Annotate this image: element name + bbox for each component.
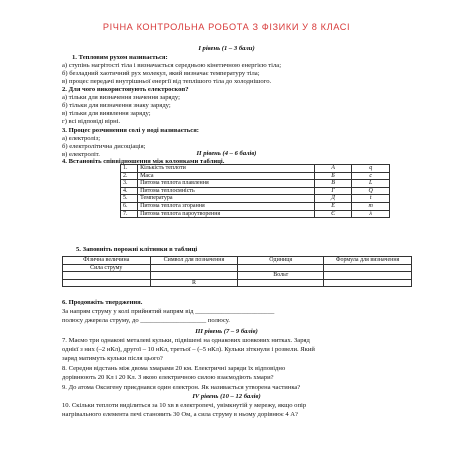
q3-option-a: а) електроліз; <box>62 135 101 142</box>
row-number: 7. <box>121 210 138 218</box>
quantity-name: Маса <box>138 172 315 180</box>
symbol-cell: c <box>352 172 390 180</box>
symbol-cell: Q <box>352 187 390 195</box>
q1-option-a: а) ступінь нагрітості тіла і визначається середньою кінетичною енергією тіла; <box>62 62 282 69</box>
question-4: 4. Встановіть співвідношення між колонками таблиці. <box>62 158 225 165</box>
quantity-name: Кількість теплоти <box>138 165 315 173</box>
level3-heading: ІІІ рівень (7 – 9 балів) <box>195 328 258 335</box>
quantity-name: Питома теплоємність <box>138 187 315 195</box>
table-cell <box>63 279 151 287</box>
q7-line-1: 7. Маємо три однакові металеві кульки, підвішені на однакових шовкових нитках. Заряд <box>62 337 310 344</box>
table-cell <box>238 279 324 287</box>
column-header: Одиниця <box>238 257 324 265</box>
column-header: Формула для визначення <box>324 257 412 265</box>
table-cell <box>150 264 238 272</box>
table-cell <box>324 264 412 272</box>
table-cell <box>324 272 412 280</box>
letter-cell: Г <box>314 187 352 195</box>
row-number: 5. <box>121 195 138 203</box>
column-header: Фізична величина <box>63 257 151 265</box>
table-header-row <box>63 257 412 265</box>
letter-cell: В <box>314 180 352 188</box>
table-cell: Сила струму <box>63 264 151 272</box>
q1-option-c: в) процес передачі внутрішньої енергії від теплішого тіла до холоднішого. <box>62 78 272 85</box>
column-header: Символ для позначення <box>150 257 238 265</box>
question-3: 3. Процес розчинення солі у воді називається: <box>62 127 199 134</box>
row-number: 6. <box>121 202 138 210</box>
q6-line-1: За напрям струму у колі прийнятий напрям від ________________________ <box>62 308 275 315</box>
letter-cell: Д <box>314 195 352 203</box>
table-row <box>121 187 390 195</box>
row-number: 1. <box>121 165 138 173</box>
worksheet-title: РІЧНА КОНТРОЛЬНА РОБОТА З ФІЗИКИ У 8 КЛАСІ <box>102 22 351 32</box>
question-9: 9. До атома Оксигену приєднався один електрон. Як називається утворена частинка? <box>62 384 301 391</box>
question-2: 2. Для чого використовують електроскоп? <box>62 86 189 93</box>
q8-line-1: 8. Середня відстань між двома хмарами 20 км. Електричні заряди їх відповідно <box>62 365 286 372</box>
q2-option-b: б) тільки для визначення знаку заряду; <box>62 102 171 109</box>
q8-line-2: дорівнюють 20 Кл і 20 Кл. З якою електричною силою взаємодіють хмари? <box>62 374 274 381</box>
question-5: 5. Заповніть порожні клітинки в таблиці <box>76 246 198 253</box>
fill-in-table <box>62 256 412 287</box>
table-row <box>63 264 412 272</box>
table-row <box>63 279 412 287</box>
letter-cell: Б <box>314 172 352 180</box>
row-number: 3. <box>121 180 138 188</box>
matching-table <box>120 164 390 218</box>
letter-cell: A <box>314 165 352 173</box>
table-row <box>63 272 412 280</box>
level4-heading: IV рівень (10 – 12 балів) <box>192 393 261 400</box>
table-cell <box>324 279 412 287</box>
row-number: 2. <box>121 172 138 180</box>
symbol-cell: λ <box>352 210 390 218</box>
row-number: 4. <box>121 187 138 195</box>
q10-line-2: нагрівального елемента печі становить 30 Ом, а сила струму в ньому дорівнює 4 А? <box>62 411 298 418</box>
symbol-cell: q <box>352 165 390 173</box>
letter-cell: Е <box>314 202 352 210</box>
table-cell <box>238 264 324 272</box>
table-cell <box>150 272 238 280</box>
q3-option-b: б) електролітична дисоціація; <box>62 143 146 150</box>
table-row <box>121 172 390 180</box>
table-row <box>121 180 390 188</box>
question-6: 6. Продовжіть твердження. <box>62 299 143 306</box>
question-1: 1. Тепловим рухом називається: <box>72 54 168 61</box>
level1-heading: І рівень (1 – 3 бали) <box>198 45 255 52</box>
level2-heading: ІІ рівень (4 – 6 балів) <box>196 150 257 157</box>
q10-line-1: 10. Скільки теплоти виділиться за 10 хв в електропечі, увімкнутій у мережу, якщо опір <box>62 402 307 409</box>
symbol-cell: m <box>352 202 390 210</box>
letter-cell: Є <box>314 210 352 218</box>
table-cell: Вольт <box>238 272 324 280</box>
table-row <box>121 202 390 210</box>
q2-option-d: г) всі відповіді вірні. <box>62 118 121 125</box>
table-row <box>121 195 390 203</box>
q2-option-a: а) тільки для визначення значення заряду; <box>62 94 180 101</box>
q2-option-c: в) тільки для виявлення заряду; <box>62 110 151 117</box>
table-cell: R <box>150 279 238 287</box>
quantity-name: Питома теплота плавлення <box>138 180 315 188</box>
quantity-name: Питома теплота пароутворення <box>138 210 315 218</box>
quantity-name: Температура <box>138 195 315 203</box>
quantity-name: Питома теплота згорання <box>138 202 315 210</box>
table-row <box>121 210 390 218</box>
q6-line-2: полюсу джерела струму, до ____________________ полюсу. <box>62 317 230 324</box>
q3-option-c: в) електроліт. <box>62 151 100 158</box>
symbol-cell: L <box>352 180 390 188</box>
symbol-cell: t <box>352 195 390 203</box>
table-cell <box>63 272 151 280</box>
table-row <box>121 165 390 173</box>
q1-option-b: б) безладний хаотичний рух молекул, який визначає температуру тіла; <box>62 70 260 77</box>
q7-line-2: однієї з них (–2 нКл), другої – 10 нКл, третьої – (–5 нКл). Кульки зіткнули і розвели. Який <box>62 346 315 353</box>
q7-line-3: заряд матимуть кульки після цього? <box>62 355 163 362</box>
